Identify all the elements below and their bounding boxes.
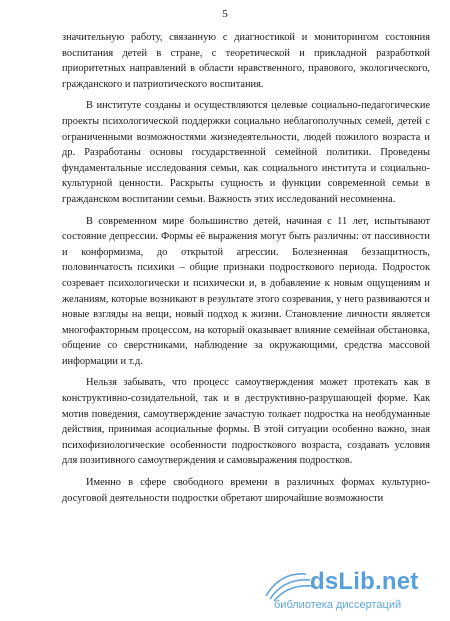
watermark-tagline: библиотека диссертаций [274,599,402,611]
paragraph-self-affirmation: Нельзя забывать, что процесс самоутверждения может протекать как в конструктивно-созидательной, так и в деструктивно-разрушающей форме. Как мотив поведения, самоутверждение зачастую толкает подростка на необдуманные действия, принимая асоциальные формы. В этой ситуации особенно важно, зная психофизиологические особенности подросткового возраста, создавать условия для позитивного самоутверждения и самовыражения подростков. [62,377,430,467]
watermark [262,566,442,616]
watermark-brand: dsLib.net [310,568,419,595]
paragraph-leisure: Именно в сфере свободного времени в различных формах культурно-досуговой деятельности подростки обретают широчайшие возможности [62,477,430,504]
paragraph-continuation: значительную работу, связанную с диагностикой и мониторингом состояния воспитания детей в стране, с теоретической и прикладной разработкой приоритетных направлений в области нравственного, правового, экологического, гражданского и патриотического воспитания. [62,32,430,90]
document-body [62,30,430,512]
paragraph-depression: В современном мире большинство детей, начиная с 11 лет, испытывают состояние депрессии. Формы её выражения могут быть различны: от пассивности и конформизма, до открытой агрессии. Болезненная беззащитность, половинчатость психики – общие признаки подросткового периода. Подросток созревает психологически и психически и, в добавление к новым ощущениям и желаниям, которые возникают в результате этого созревания, у него развиваются и новые взгляды на вещи, новый подход к жизни. Становление личности является многофакторным процессом, на который оказывает влияние семейная обстановка, общение со сверстниками, наблюдение за окружающими, средства массовой информации и т.д. [62,215,430,367]
page-number: 5 [222,8,228,20]
paragraph-institute: В институте созданы и осуществляются целевые социально-педагогические проекты психологической поддержки социально неблагополучных семей, детей с ограниченными возможностями жизнедеятельности, людей пожилого возраста и др. Разработаны основы государственной семейной политики. Проведены фундаментальные исследования семьи, как социального института и социально-культурной ценности. Раскрыты сущность и функции современной семьи в гражданском воспитании семьи. Важность этих исследований несомненна. [62,100,430,205]
dslib-logo-icon [262,566,316,602]
